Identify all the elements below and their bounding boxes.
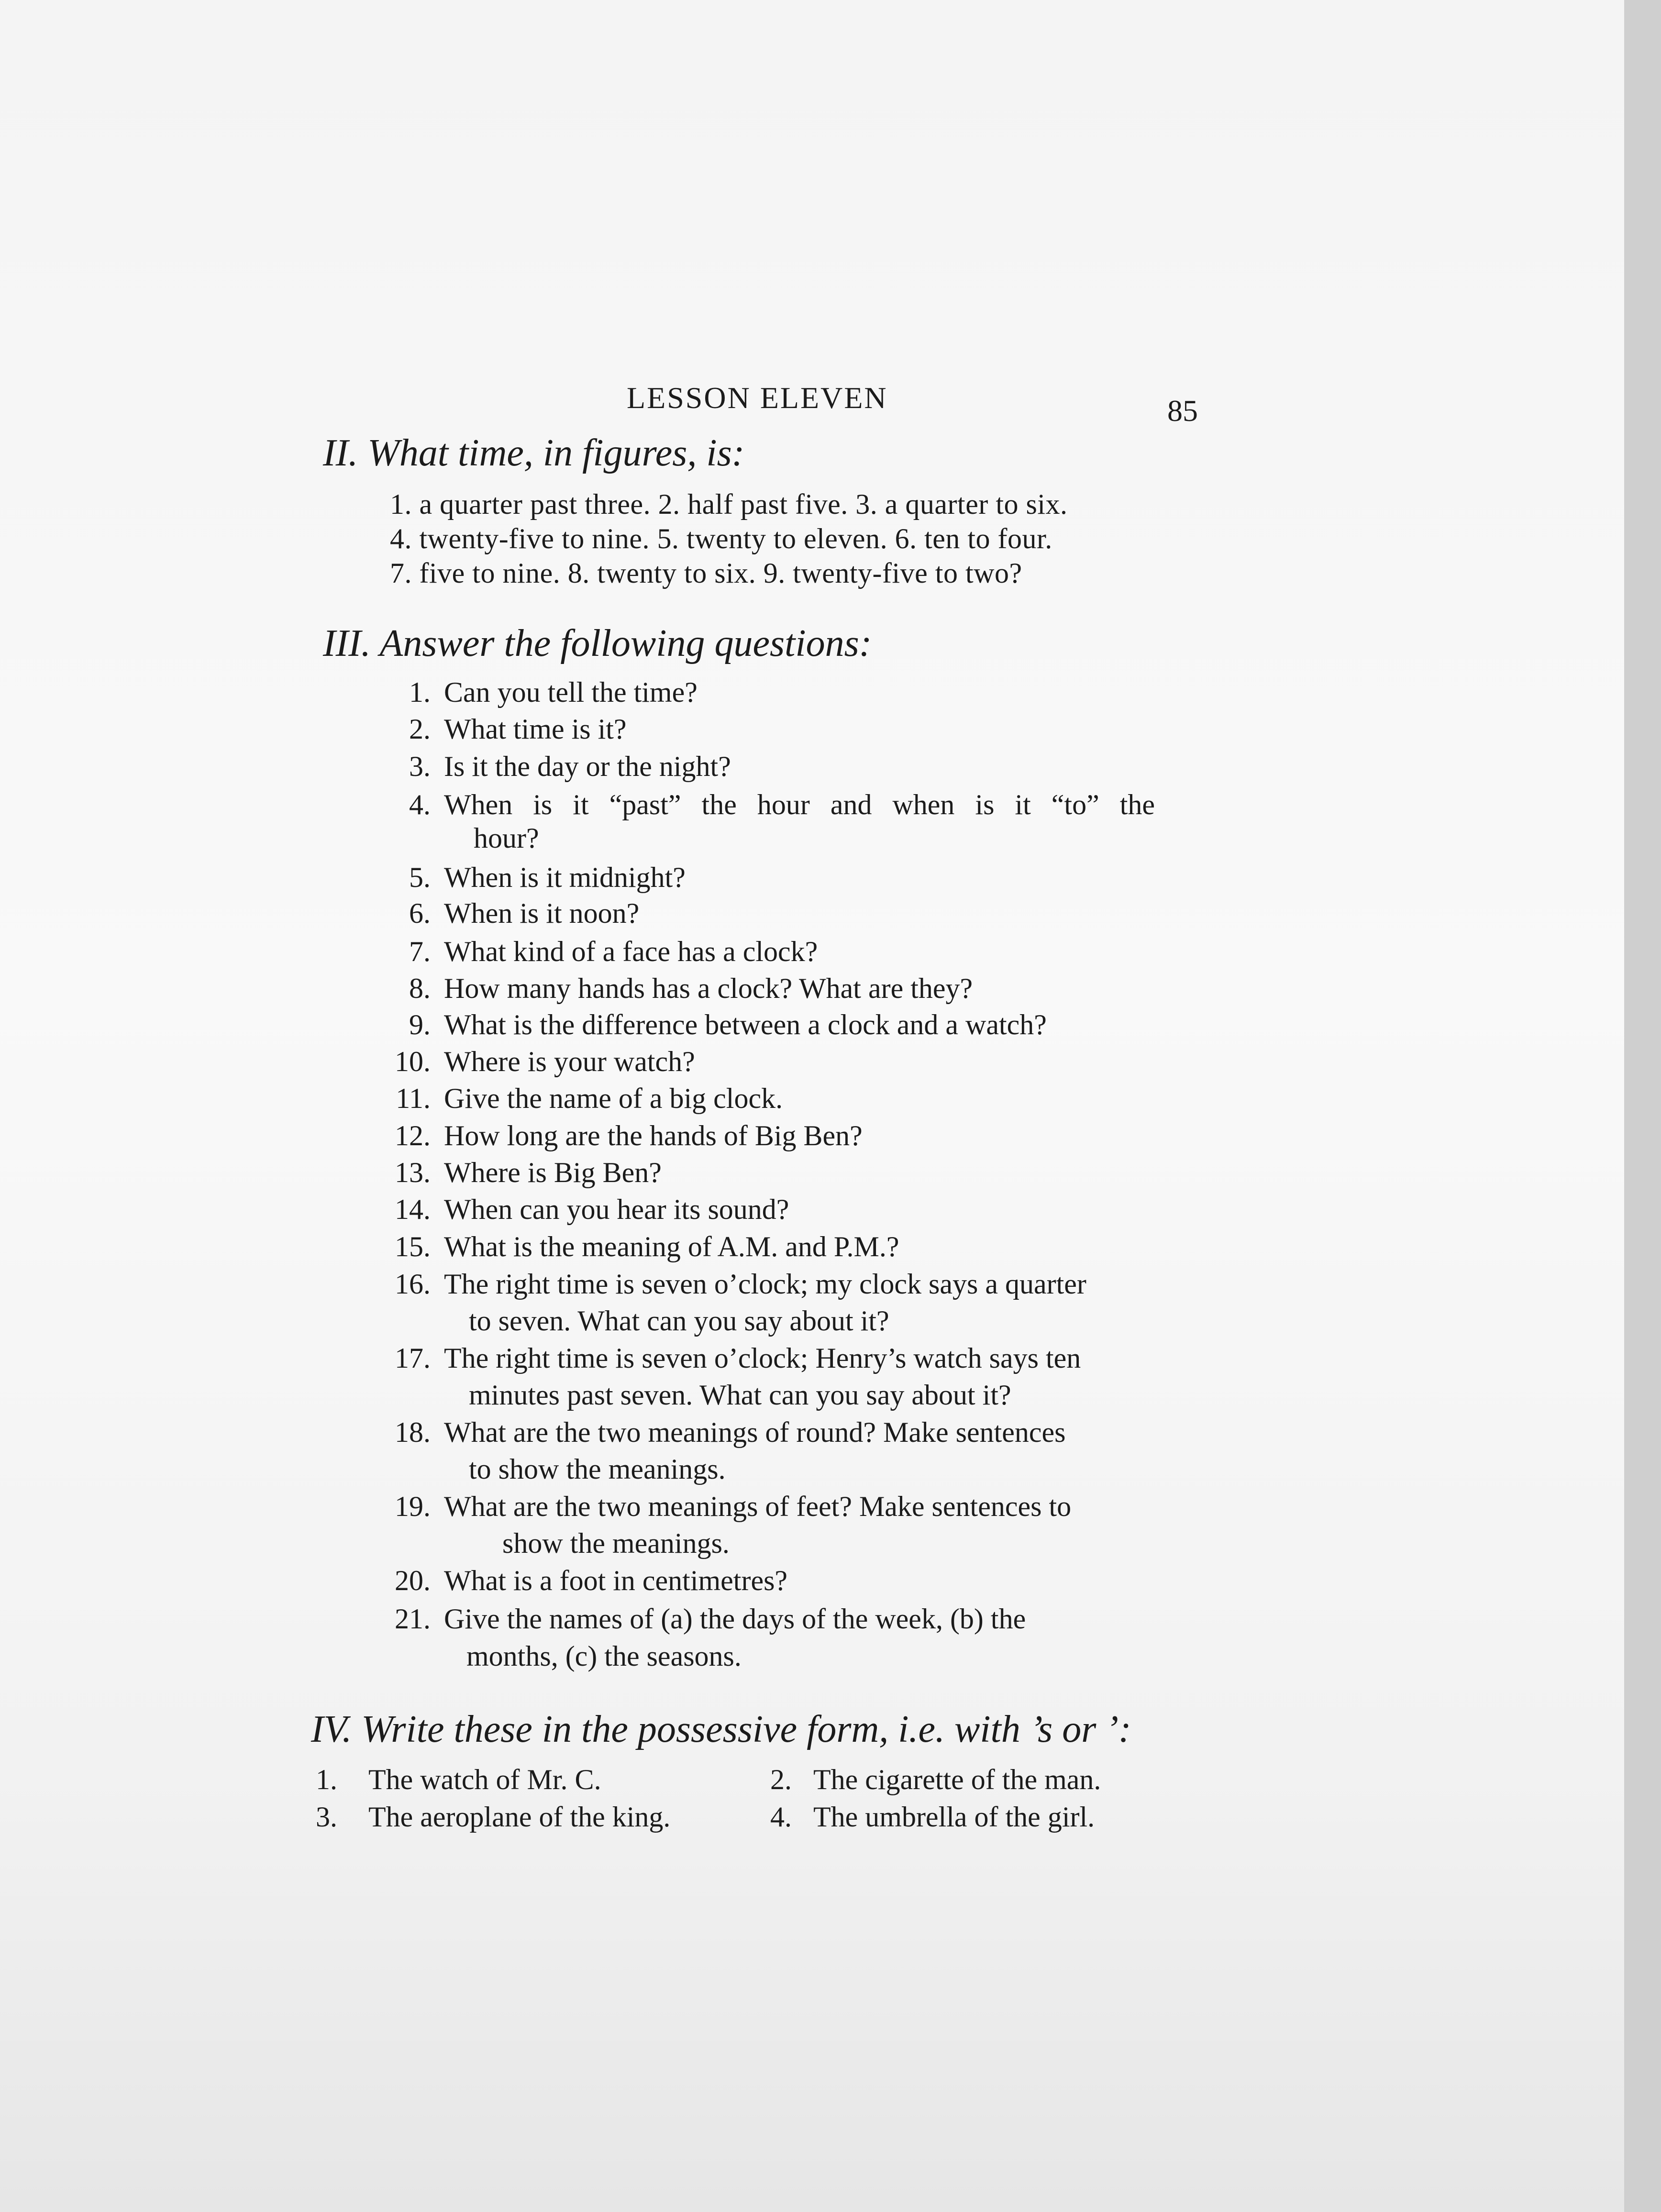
exercise-number: 1. [316, 1764, 337, 1795]
question-number: 13. [395, 1157, 431, 1188]
running-header: LESSON ELEVEN [627, 381, 888, 415]
question-number: 1. [409, 676, 431, 708]
question-text: What are the two meanings of feet? Make sentences to [444, 1491, 1072, 1522]
question-number: 6. [409, 897, 431, 929]
question-text: What kind of a face has a clock? [444, 936, 818, 967]
question-text: When can you hear its sound? [444, 1194, 789, 1225]
question-text: The right time is seven o’clock; Henry’s watch says ten [444, 1342, 1081, 1374]
question-text-continued: minutes past seven. What can you say about it? [469, 1379, 1011, 1411]
question-text: When is it “past” the hour and when is it “to” the [444, 789, 1155, 820]
question-number: 18. [395, 1416, 431, 1448]
question-text-continued: to seven. What can you say about it? [469, 1305, 889, 1337]
question-text: Is it the day or the night? [444, 751, 731, 782]
section-ii-line: 4. twenty-five to nine. 5. twenty to eleven. 6. ten to four. [390, 523, 1052, 554]
question-number: 16. [395, 1268, 431, 1300]
question-number: 12. [395, 1120, 431, 1151]
question-text: What are the two meanings of round? Make sentences [444, 1416, 1066, 1448]
question-text: The right time is seven o’clock; my clock says a quarter [444, 1268, 1086, 1300]
question-number: 4. [409, 789, 431, 820]
question-number: 15. [395, 1231, 431, 1262]
question-text-continued: hour? [474, 822, 539, 854]
question-number: 17. [395, 1342, 431, 1374]
question-text: What is the meaning of A.M. and P.M.? [444, 1231, 899, 1262]
section-iv-title: IV. Write these in the possessive form, i.e. with ’s or ’: [311, 1708, 1131, 1750]
exercise-number: 4. [770, 1801, 792, 1833]
question-number: 19. [395, 1491, 431, 1522]
section-ii-line: 1. a quarter past three. 2. half past five. 3. a quarter to six. [390, 488, 1068, 520]
question-text-continued: months, (c) the seasons. [466, 1640, 742, 1672]
question-text: Where is Big Ben? [444, 1157, 662, 1188]
question-text: Can you tell the time? [444, 676, 698, 708]
question-number: 5. [409, 862, 431, 893]
section-ii-line: 7. five to nine. 8. twenty to six. 9. twenty-five to two? [390, 557, 1022, 589]
page-edge [1624, 0, 1661, 2212]
question-number: 11. [396, 1083, 431, 1114]
question-text: Where is your watch? [444, 1046, 695, 1077]
question-number: 10. [395, 1046, 431, 1077]
exercise-text: The watch of Mr. C. [368, 1764, 601, 1795]
page-number: 85 [1167, 394, 1198, 428]
question-text: What is the difference between a clock and a watch? [444, 1009, 1047, 1040]
exercise-number: 2. [770, 1764, 792, 1795]
question-number: 2. [409, 713, 431, 745]
question-text: What time is it? [444, 713, 627, 745]
question-number: 21. [395, 1603, 431, 1635]
question-number: 8. [409, 973, 431, 1004]
question-text: How long are the hands of Big Ben? [444, 1120, 863, 1151]
question-number: 3. [409, 751, 431, 782]
section-ii-title: II. What time, in figures, is: [323, 432, 745, 474]
question-text: When is it midnight? [444, 862, 686, 893]
exercise-number: 3. [316, 1801, 337, 1833]
question-number: 14. [395, 1194, 431, 1225]
question-number: 20. [395, 1565, 431, 1596]
question-text: Give the names of (a) the days of the week, (b) the [444, 1603, 1026, 1635]
question-text-continued: show the meanings. [502, 1527, 730, 1559]
question-text: Give the name of a big clock. [444, 1083, 783, 1114]
exercise-text: The umbrella of the girl. [813, 1801, 1095, 1833]
question-text: When is it noon? [444, 897, 640, 929]
exercise-text: The cigarette of the man. [813, 1764, 1101, 1795]
question-text-continued: to show the meanings. [469, 1453, 726, 1485]
exercise-text: The aeroplane of the king. [368, 1801, 671, 1833]
question-number: 9. [409, 1009, 431, 1040]
question-text: How many hands has a clock? What are they? [444, 973, 973, 1004]
question-text: What is a foot in centimetres? [444, 1565, 788, 1596]
question-number: 7. [409, 936, 431, 967]
section-iii-title: III. Answer the following questions: [323, 622, 872, 664]
